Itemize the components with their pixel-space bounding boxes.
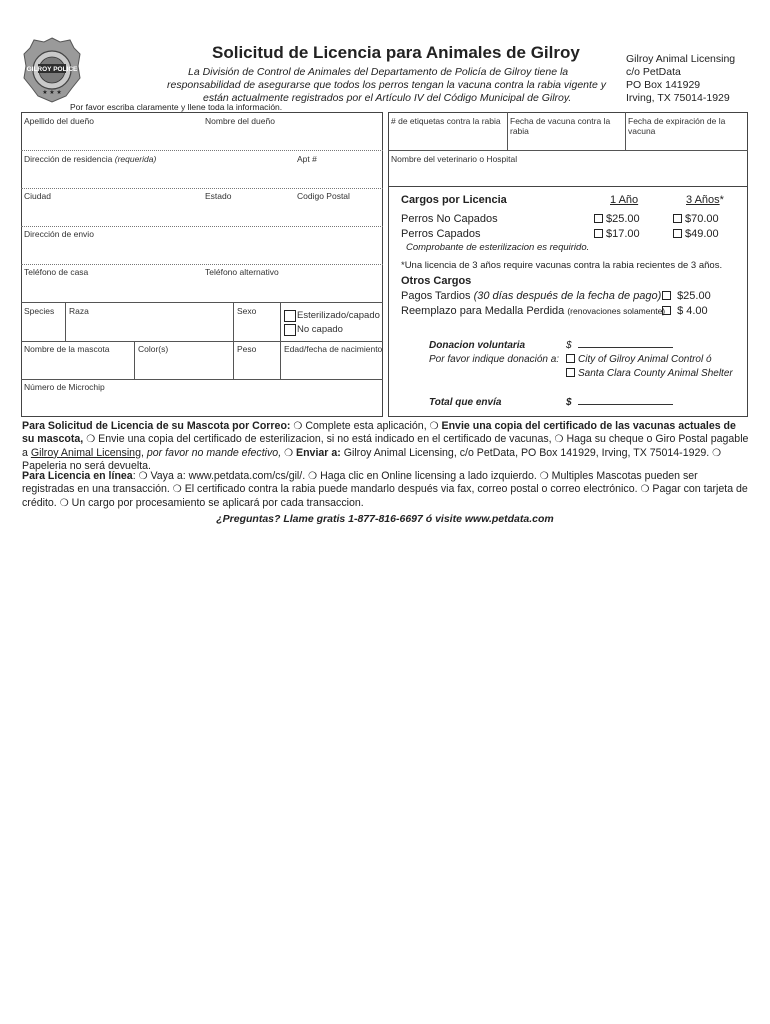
vaccine-expiration-label: Fecha de expiración de la vacuna	[628, 116, 726, 136]
unneutered-1y-checkbox[interactable]	[594, 214, 603, 223]
apt-field[interactable]	[297, 154, 317, 164]
residence-label: Dirección de residencia	[24, 154, 113, 164]
mail-step-2: Envie una copia del certificado de las vacunas actuales de su mascota,	[22, 420, 736, 446]
residence-required-note: (requerida)	[114, 154, 157, 164]
breed-field[interactable]	[69, 306, 89, 316]
mail-step-6: Papeleria no será devuelta.	[22, 459, 151, 472]
mail-send-to-label: Enviar a:	[296, 446, 341, 459]
not-sterilized-checkbox[interactable]	[284, 324, 296, 336]
online-step-5: Pagar con tarjeta de crédito.	[22, 483, 748, 509]
pet-name-field[interactable]	[24, 344, 110, 354]
home-phone-label: Teléfono de casa	[24, 267, 89, 277]
address-line-3: PO Box 141929	[626, 79, 701, 91]
last-name-field[interactable]	[24, 116, 94, 126]
unneutered-1y-option[interactable]	[594, 213, 640, 225]
mailing-address-field[interactable]	[24, 229, 94, 239]
late-fee-amount: $25.00	[677, 290, 711, 302]
online-step-2: Haga clic en Online licensing a lado izquierdo.	[320, 470, 537, 482]
online-heading: Para Licencia en línea	[22, 470, 133, 482]
donation-county-checkbox[interactable]	[566, 368, 575, 377]
donation-dollar: $	[566, 340, 572, 351]
weight-field[interactable]	[237, 344, 256, 354]
sterilized-checkbox[interactable]	[284, 310, 296, 322]
mail-step-3: Envie una copia del certificado de esterilizacion, si no está indicado en el certificado de vacunas,	[98, 433, 552, 446]
online-step-6: Un cargo por procesamiento se aplicará por cada transaccion.	[71, 496, 364, 509]
donation-county-label: Santa Clara County Animal Shelter	[578, 368, 733, 379]
replacement-amount: $ 4.00	[677, 305, 708, 317]
species-field[interactable]	[24, 306, 54, 316]
vaccine-date-label: Fecha de vacuna contra la rabia	[510, 116, 611, 136]
late-fee-label	[401, 290, 661, 302]
unneutered-3y-price: $70.00	[685, 213, 719, 225]
mail-payee: Gilroy Animal Licensing,	[30, 446, 144, 459]
veterinarian-field[interactable]	[391, 154, 517, 164]
birth-label: Edad/fecha de nacimiento	[284, 344, 383, 354]
online-step-3: Multiples Mascotas pueden ser registradas en una transacción.	[22, 470, 698, 496]
late-fee-checkbox[interactable]	[662, 291, 671, 300]
unneutered-label: Perros No Capados	[401, 213, 498, 225]
pet-name-label: Nombre de la mascota	[24, 344, 110, 354]
rabies-tags-label: # de etiquetas contra la rabia	[391, 116, 501, 126]
city-label: Ciudad	[24, 191, 51, 201]
donation-city-checkbox[interactable]	[566, 354, 575, 363]
species-label: Species	[24, 306, 55, 316]
breed-label: Raza	[69, 306, 89, 316]
one-year-column: 1 Año	[610, 194, 639, 206]
unneutered-3y-checkbox[interactable]	[673, 214, 682, 223]
intro-line-2: responsabilidad de asegurarse que todos los perros tengan la vacuna contra la rabia vigente y	[167, 79, 606, 91]
microchip-field[interactable]	[24, 382, 105, 392]
total-label: Total que envía	[429, 397, 502, 408]
first-name-field[interactable]	[205, 116, 275, 126]
questions-contact: ¿Preguntas? Llame gratis 1-877-816-6697 ó visite www.petdata.com	[216, 513, 554, 525]
sex-label: Sexo	[237, 306, 257, 316]
mailing-address	[626, 53, 735, 105]
state-field[interactable]	[205, 191, 231, 201]
alt-phone-field[interactable]	[205, 267, 279, 277]
weight-label: Peso	[237, 344, 257, 354]
vaccine-date-field[interactable]	[510, 116, 618, 136]
mail-send-to-address: Gilroy Animal Licensing, c/o PetData, PO Box 141929, Irving, TX 75014-1929.	[343, 446, 710, 459]
sex-field[interactable]	[237, 306, 256, 316]
neutered-label: Perros Capados	[401, 228, 481, 240]
neutered-1y-price: $17.00	[606, 228, 640, 240]
last-name-label: Apellido del dueño	[24, 116, 94, 126]
city-field[interactable]	[24, 191, 51, 201]
late-fee-text: Pagos Tardios	[401, 290, 471, 302]
intro-line-1: La División de Control de Animales del Departamento de Policía de Gilroy tiene la	[188, 66, 569, 78]
police-badge-logo	[22, 36, 82, 104]
apt-label: Apt #	[297, 154, 317, 164]
total-amount-field[interactable]	[566, 397, 673, 408]
sterilized-label: Esterilizado/capado	[297, 310, 380, 321]
total-dollar: $	[566, 397, 572, 408]
replacement-text: Reemplazo para Medalla Perdida	[401, 305, 565, 317]
state-label: Estado	[205, 191, 232, 201]
neutered-1y-checkbox[interactable]	[594, 229, 603, 238]
neutered-3y-price: $49.00	[685, 228, 719, 240]
sterilization-proof-note: Comprobante de esterilizacion es requirido.	[406, 242, 590, 253]
zip-field[interactable]	[297, 191, 350, 201]
donation-option-county[interactable]	[566, 368, 733, 379]
svg-text:★ ★ ★: ★ ★ ★	[42, 90, 62, 96]
fees-heading: Cargos por Licencia	[401, 194, 507, 206]
online-instructions: Para Licencia en línea: ❍ Vaya a: www.petdata.com/cs/gil/. ❍ Haga clic en Online licensing a lado izquierdo. ❍ Multiples Mascotas pueden ser registradas en una transacción. ❍ El certificado contra la rabia puede mandarlo después via fax, correo postal o correo electrónico. ❍ Pagar con tarjeta de crédito. ❍ Un cargo por procesamiento se aplicará por cada transaccion.	[22, 470, 748, 509]
fill-instruction: Por favor escriba claramente y llene toda la información.	[70, 102, 283, 112]
address-line-4: Irving, TX 75014-1929	[626, 92, 730, 104]
mail-instructions: Para Solicitud de Licencia de su Mascota por Correo: ❍ Complete esta aplicación, ❍ Envie una copia del certificado de las vacunas actuales de su mascota, ❍ Envie una copia del certificado de esterilizacion, si no está indicado en el certificado de vacunas, ❍ Haga su cheque o Giro Postal pagable a Gilroy Animal Licensing, por favor no mande efectivo, ❍ Enviar a: Gilroy Animal Licensing, c/o PetData, PO Box 141929, Irving, TX 75014-1929. ❍ Papeleria no será devuelta.	[22, 420, 749, 472]
birth-field[interactable]	[284, 344, 382, 354]
three-year-mark: *	[719, 194, 724, 206]
donation-amount-field[interactable]	[566, 340, 673, 351]
late-fee-detail: (30 días después de la fecha de pago)	[473, 290, 662, 302]
vaccine-expiration-field[interactable]	[628, 116, 740, 136]
three-year-label: 3 Años	[686, 194, 720, 206]
replacement-option[interactable]	[662, 305, 708, 317]
colors-field[interactable]	[138, 344, 168, 354]
donation-option-city[interactable]	[566, 354, 712, 365]
colors-label: Color(s)	[138, 344, 169, 354]
replacement-checkbox[interactable]	[662, 306, 671, 315]
intro-line-3: están actualmente registrados por el Artículo IV del Código Municipal de Gilroy.	[203, 92, 572, 104]
replacement-label	[401, 305, 665, 317]
address-line-2: c/o PetData	[626, 66, 681, 78]
residence-field[interactable]	[24, 154, 156, 164]
alt-phone-label: Teléfono alternativo	[205, 267, 279, 277]
not-sterilized-label: No capado	[297, 324, 343, 335]
replacement-detail: (renovaciones solamente)	[567, 306, 666, 316]
unneutered-1y-price: $25.00	[606, 213, 640, 225]
donation-prompt: Por favor indique donación a:	[429, 354, 560, 365]
zip-label: Codigo Postal	[297, 191, 350, 201]
donation-title: Donacion voluntaria	[429, 340, 526, 351]
veterinarian-label: Nombre del veterinario o Hospital	[391, 154, 518, 164]
neutered-3y-checkbox[interactable]	[673, 229, 682, 238]
late-fee-option[interactable]	[662, 290, 711, 302]
microchip-label: Número de Microchip	[24, 382, 105, 392]
unneutered-3y-option[interactable]	[673, 213, 719, 225]
neutered-1y-option[interactable]	[594, 228, 640, 240]
rabies-tags-field[interactable]	[391, 116, 501, 126]
mail-step-1: Complete esta aplicación,	[305, 420, 427, 432]
neutered-3y-option[interactable]	[673, 228, 719, 240]
three-year-note: *Una licencia de 3 años require vacunas contra la rabia recientes de 3 años.	[401, 260, 723, 271]
badge-text: GILROY POLICE	[26, 66, 78, 73]
other-fees-heading: Otros Cargos	[401, 275, 472, 287]
mailing-address-label: Dirección de envio	[24, 229, 94, 239]
three-year-column	[686, 194, 724, 206]
donation-city-label: City of Gilroy Animal Control ó	[578, 354, 712, 365]
form-title: Solicitud de Licencia para Animales de Gilroy	[212, 43, 580, 62]
mail-no-cash: por favor no mande efectivo,	[146, 446, 282, 459]
address-line-1: Gilroy Animal Licensing	[626, 53, 736, 65]
home-phone-field[interactable]	[24, 267, 88, 277]
mail-step-4: Haga su cheque o Giro Postal pagable a	[22, 433, 749, 459]
mail-heading: Para Solicitud de Licencia de su Mascota por Correo:	[22, 420, 291, 432]
first-name-label: Nombre del dueño	[205, 116, 275, 126]
online-step-1: Vaya a: www.petdata.com/cs/gil/.	[150, 470, 306, 482]
online-step-4: El certificado contra la rabia puede mandarlo después via fax, correo postal o correo electrónico.	[184, 483, 638, 496]
